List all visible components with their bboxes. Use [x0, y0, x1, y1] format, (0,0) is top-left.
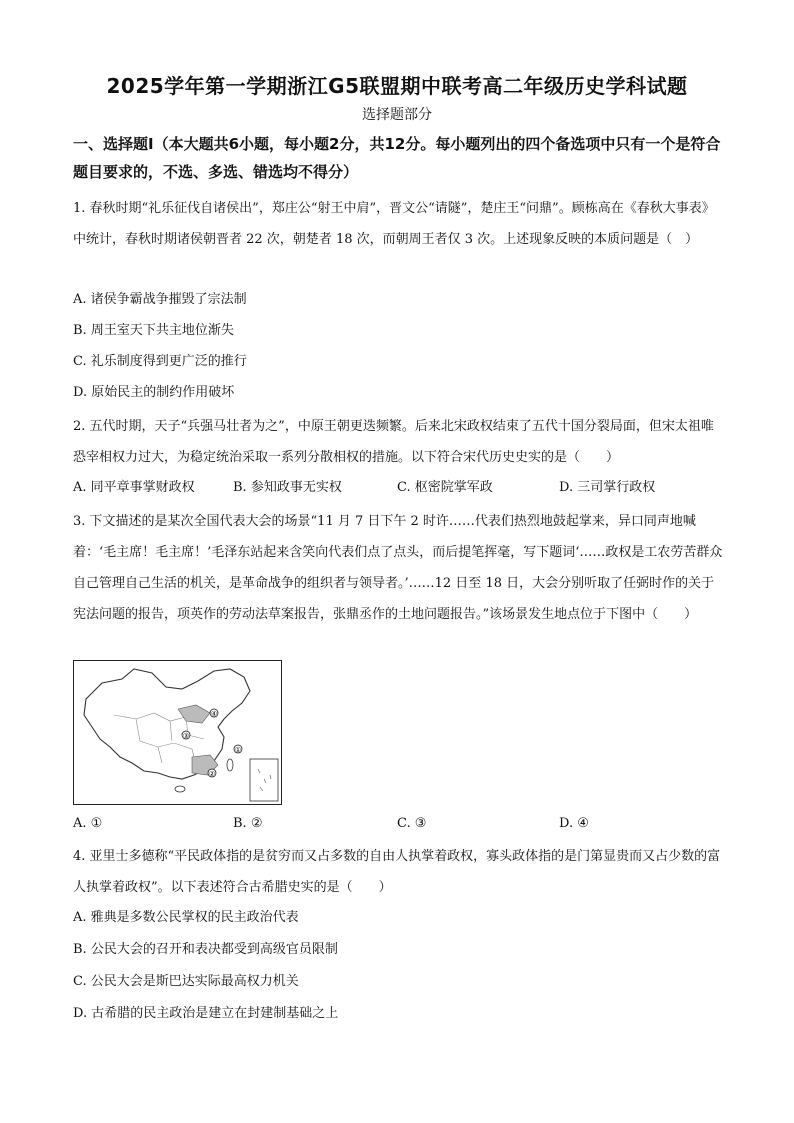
question-2-stem: 2. 五代时期，天子“兵强马壮者为之”，中原王朝更迭频繁。后来北宋政权结束了五代十国分裂局面，但宋太祖唯恐宰相权力过大，为稳定统治采取一系列分散相权的措施。以下符合宋代历史史实的是（ ） [73, 419, 714, 465]
section-heading: 一、选择题Ⅰ（本大题共6小题，每小题2分，共12分。每小题列出的四个备选项中只有一个是符合题目要求的，不选、多选、错选均不得分） [73, 135, 721, 181]
china-map [73, 660, 282, 805]
map-marker-3: ③ [182, 732, 190, 740]
question-4-stem: 4. 亚里士多德称“平民政体指的是贫穷而又占多数的自由人执掌着政权，寡头政体指的是门第显贵而又占少数的富人执掌着政权”。以下表述符合古希腊史实的是（ ） [73, 849, 721, 895]
q1-option-c[interactable]: C. 礼乐制度得到更广泛的推行 [73, 354, 247, 369]
q3-option-b[interactable]: B. ② [233, 816, 263, 831]
q2-option-c[interactable]: C. 枢密院掌军政 [397, 480, 493, 495]
q4-option-a[interactable]: A. 雅典是多数公民掌权的民主政治代表 [73, 910, 299, 925]
section-subtitle: 选择题部分 [362, 107, 432, 123]
q4-option-c[interactable]: C. 公民大会是斯巴达实际最高权力机关 [73, 974, 299, 989]
question-3-stem: 3. 下文描述的是某次全国代表大会的场景“11 月 7 日下午 2 时许……代表们热烈地鼓起掌来，异口同声地喊着：‘毛主席！毛主席！’毛泽东站起来含笑向代表们点了点头，而后提笔挥毫，写下题词‘……政权是工农劳苦群众自己管理自己生活的机关，是革命战争的组织者与领导者。’……12 日至 18 日，大会分别听取了任弼时作的关于宪法问题的报告，项英作的劳动法草案报告，张鼎丞作的土地问题报告。”该场景发生地点位于下图中（ ） [73, 514, 723, 622]
map-marker-1: ① [234, 746, 242, 754]
q4-option-d[interactable]: D. 古希腊的民主政治是建立在封建制基础之上 [73, 1006, 339, 1021]
china-map-svg [74, 661, 281, 804]
question-1-stem: 1. 春秋时期“礼乐征伐自诸侯出”，郑庄公“射王中肩”，晋文公“请隧”，楚庄王“问鼎”。顾栋高在《春秋大事表》中统计，春秋时期诸侯朝晋者 22 次，朝楚者 18 次，而朝周王者仅 3 次。上述现象反映的本质问题是（ ） [73, 201, 715, 247]
map-marker-2: ② [208, 770, 216, 778]
q1-option-a[interactable]: A. 诸侯争霸战争摧毁了宗法制 [73, 292, 247, 307]
q2-option-a[interactable]: A. 同平章事掌财政权 [73, 480, 195, 495]
q2-option-b[interactable]: B. 参知政事无实权 [233, 480, 342, 495]
q1-option-d[interactable]: D. 原始民主的制约作用破坏 [73, 385, 235, 400]
q3-option-c[interactable]: C. ③ [397, 816, 427, 831]
q3-option-d[interactable]: D. ④ [559, 816, 589, 831]
map-marker-4: ④ [210, 710, 218, 718]
q3-option-a[interactable]: A. ① [73, 816, 103, 831]
exam-title: 2025学年第一学期浙江G5联盟期中联考高二年级历史学科试题 [106, 74, 688, 98]
q2-option-d[interactable]: D. 三司掌行政权 [559, 480, 656, 495]
q4-option-b[interactable]: B. 公民大会的召开和表决都受到高级官员限制 [73, 942, 338, 957]
q1-option-b[interactable]: B. 周王室天下共主地位渐失 [73, 323, 234, 338]
